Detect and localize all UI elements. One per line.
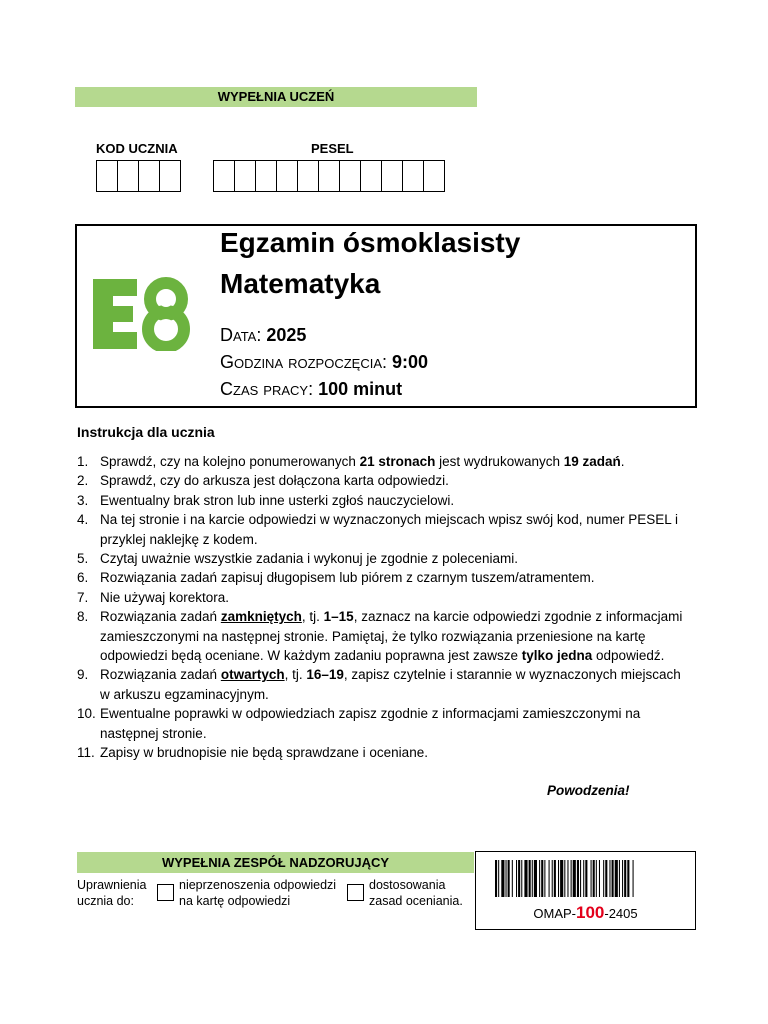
- pesel-cell[interactable]: [318, 160, 340, 192]
- date-value: 2025: [266, 325, 307, 345]
- barcode-bar: [619, 860, 620, 897]
- barcode-bar: [615, 860, 618, 897]
- barcode-bar: [518, 860, 520, 897]
- barcode-bar: [554, 860, 556, 897]
- pesel-label: PESEL: [311, 141, 354, 156]
- exam-code: [475, 903, 696, 923]
- barcode-bar: [593, 860, 595, 897]
- barcode-bar: [599, 860, 600, 897]
- duration-value: 100 minut: [318, 379, 403, 399]
- barcode-bar: [603, 860, 604, 897]
- barcode-bar: [627, 860, 629, 897]
- barcode-bar: [564, 860, 565, 897]
- list-item: 1. Sprawdź, czy na kolejno ponumerowanych 21 stronach jest wydrukowanych 19 zadań.: [77, 454, 625, 469]
- barcode-bar: [624, 860, 626, 897]
- student-code-boxes[interactable]: [96, 160, 181, 192]
- barcode-bar: [612, 860, 614, 897]
- non-transfer-label: nieprzenoszenia odpowiedzi na kartę odpowiedzi: [179, 878, 337, 908]
- barcode-bar: [539, 860, 540, 897]
- barcode-bar: [567, 860, 568, 897]
- barcode-bar: [549, 860, 550, 897]
- list-item: 3. Ewentualny brak stron lub inne usterki zgłoś nauczycielowi.: [77, 492, 455, 508]
- pesel-cell[interactable]: [381, 160, 403, 192]
- code-cell[interactable]: [117, 160, 139, 192]
- pesel-cell[interactable]: [423, 160, 445, 192]
- non-transfer-checkbox[interactable]: [157, 884, 174, 901]
- barcode-bar: [532, 860, 533, 897]
- list-item: 10. Ewentualne poprawki w odpowiedziach zapisz zgodnie z informacjami zamieszczonymi na następnej stronie.: [77, 706, 641, 741]
- exam-date: Data: 2025: [220, 325, 307, 345]
- barcode-bar: [529, 860, 531, 897]
- pesel-cell[interactable]: [360, 160, 382, 192]
- barcode-bar: [552, 860, 553, 897]
- barcode-bar: [573, 860, 576, 897]
- student-code-label: KOD UCZNIA: [96, 141, 178, 156]
- list-item: 6. Rozwiązania zadań zapisuj długopisem lub piórem z czarnym tuszem/atramentem.: [77, 570, 595, 586]
- list-item: 5. Czytaj uważnie wszystkie zadania i wykonuj je zgodnie z poleceniami.: [77, 551, 518, 567]
- exam-subject: Matematyka: [220, 268, 381, 299]
- duration-label: Czas pracy: [220, 379, 309, 399]
- barcode-bar: [541, 860, 543, 897]
- barcode-bar: [501, 860, 504, 897]
- code-prefix: OMAP-: [533, 906, 576, 921]
- barcode-bar: [583, 860, 584, 897]
- barcode-bar: [558, 860, 559, 897]
- pesel-cell[interactable]: [234, 160, 256, 192]
- e8-logo: [91, 277, 199, 351]
- barcode-bar: [495, 860, 497, 897]
- exam-title: Egzamin ósmoklasisty: [220, 227, 521, 258]
- barcode-bar: [544, 860, 545, 897]
- adjusted-grading-label: dostosowania zasad oceniania.: [369, 878, 463, 908]
- code-cell[interactable]: [159, 160, 181, 192]
- barcode-bar: [498, 860, 499, 897]
- list-item: 8. Rozwiązania zadań zamkniętych, tj. 1–15, zaznacz na karcie odpowiedzi zgodnie z informacjami zamieszczonymi na następnej stronie. Pamiętaj, że tylko rozwiązania przeniesione na kartę odpowiedzi będą oceniane. W każdym zadaniu poprawna jest zawsze tylko jedna odpowiedź.: [77, 609, 683, 664]
- barcode-bar: [534, 860, 537, 897]
- barcode-bar: [596, 860, 597, 897]
- barcode-bar: [560, 860, 563, 897]
- pesel-cell[interactable]: [213, 160, 235, 192]
- pesel-cell[interactable]: [297, 160, 319, 192]
- instructions-list: [77, 452, 685, 763]
- list-item: 9. Rozwiązania zadań otwartych, tj. 16–19, zapisz czytelnie i starannie w wyznaczonych miejscach w arkuszu egzaminacyjnym.: [77, 667, 681, 702]
- date-label: Data: [220, 325, 257, 345]
- list-item: 7. Nie używaj korektora.: [77, 589, 230, 605]
- barcode-bar: [609, 860, 610, 897]
- code-cell[interactable]: [96, 160, 118, 192]
- exam-start-time: Godzina rozpoczęcia: 9:00: [220, 352, 429, 372]
- adjusted-grading-checkbox[interactable]: [347, 884, 364, 901]
- barcode-bar: [506, 860, 507, 897]
- barcode-bar: [585, 860, 587, 897]
- code-cell[interactable]: [138, 160, 160, 192]
- supervisor-header: WYPEŁNIA ZESPÓŁ NADZORUJĄCY: [77, 852, 474, 873]
- barcode-bar: [516, 860, 517, 897]
- barcode-bar: [633, 860, 634, 897]
- pesel-cell[interactable]: [402, 160, 424, 192]
- pesel-cell[interactable]: [276, 160, 298, 192]
- barcode-bar: [524, 860, 527, 897]
- barcode-bar: [622, 860, 623, 897]
- code-suffix: -2405: [604, 906, 638, 921]
- barcode-image: [495, 860, 677, 897]
- barcode-bar: [605, 860, 607, 897]
- closing-text: Powodzenia!: [547, 783, 630, 798]
- list-item: 2. Sprawdź, czy do arkusza jest dołączona karta odpowiedzi.: [77, 473, 449, 489]
- student-fill-header: WYPEŁNIA UCZEŃ: [75, 87, 477, 107]
- barcode-bar: [591, 860, 592, 897]
- barcode-bar: [508, 860, 510, 897]
- start-label: Godzina rozpoczęcia: [220, 352, 383, 372]
- list-item: 4. Na tej stronie i na karcie odpowiedzi w wyznaczonych miejscach wpisz swój kod, numer PESEL i przyklej naklejkę z kodem.: [77, 512, 678, 547]
- code-number: 100: [576, 903, 605, 922]
- barcode-bar: [521, 860, 522, 897]
- barcode-bar: [580, 860, 581, 897]
- start-value: 9:00: [392, 352, 429, 372]
- barcode-bar: [512, 860, 513, 897]
- pesel-cell[interactable]: [339, 160, 361, 192]
- rights-label: Uprawnienia ucznia do:: [77, 878, 147, 908]
- pesel-boxes[interactable]: [213, 160, 445, 192]
- barcode-bar: [577, 860, 579, 897]
- pesel-cell[interactable]: [255, 160, 277, 192]
- barcode-bar: [571, 860, 572, 897]
- instructions-title: Instrukcja dla ucznia: [77, 424, 215, 440]
- exam-duration: Czas pracy: 100 minut: [220, 379, 403, 399]
- list-item: 11. Zapisy w brudnopisie nie będą sprawdzane i oceniane.: [77, 745, 428, 761]
